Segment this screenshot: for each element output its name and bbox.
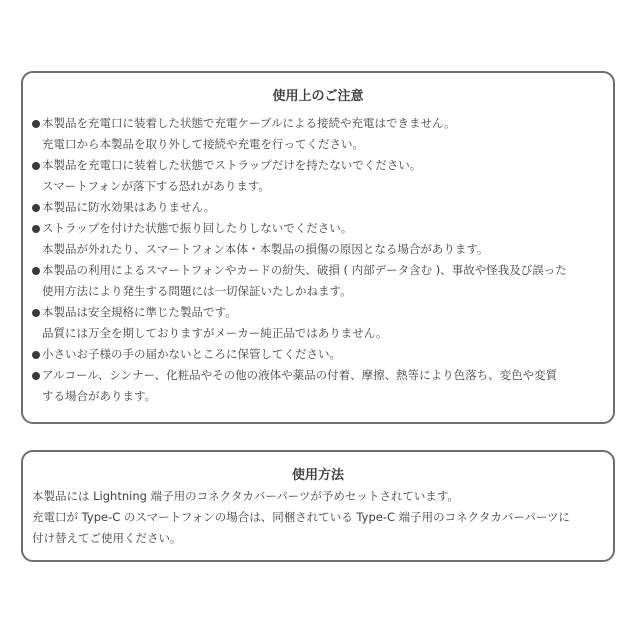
usage-line-2: 充電口が Type-C のスマートフォンの場合は、同梱されている Type-C 端子用のコネクタカバーパーツに (32, 510, 570, 524)
caution-item-8 (32, 368, 557, 382)
caution-item-text: 本製品に防水効果はありません。 (42, 200, 216, 214)
caution-item-text: 本製品の利用によるスマートフォンやカードの紛失、破損 ( 内部データ含む )、事故や怪我及び誤った (42, 263, 567, 277)
caution-item-8-cont: する場合があります。 (42, 389, 157, 403)
usage-panel (21, 450, 615, 562)
bullet-icon (32, 267, 40, 275)
bullet-icon (32, 351, 40, 359)
bullet-icon (32, 120, 40, 128)
bullet-icon (32, 372, 40, 380)
caution-item-text: 小さいお子様の手の届かないところに保管してください。 (42, 347, 341, 361)
caution-item-7 (32, 347, 341, 361)
caution-title: 使用上のご注意 (272, 89, 364, 104)
caution-item-6 (32, 305, 237, 319)
caution-item-1 (32, 116, 456, 130)
caution-item-2-cont: スマートフォンが落下する恐れがあります。 (42, 179, 270, 193)
caution-item-text: 本製品を充電口に装着した状態でストラップだけを持たないでください。 (42, 158, 422, 172)
caution-item-text: アルコール、シンナー、化粧品やその他の液体や薬品の付着、摩擦、熱等により色落ち、変色や変質 (42, 368, 558, 382)
caution-item-5 (32, 263, 567, 277)
bullet-icon (32, 162, 40, 170)
caution-panel (21, 71, 615, 424)
caution-item-text: 本製品は安全規格に準じた製品です。 (42, 305, 237, 319)
bullet-icon (32, 204, 40, 212)
caution-item-3 (32, 200, 215, 214)
caution-item-1-cont: 充電口から本製品を取り外して接続や充電を行ってください。 (42, 137, 364, 151)
caution-item-4-cont: 本製品が外れたり、スマートフォン本体・本製品の損傷の原因となる場合があります。 (42, 242, 489, 256)
caution-item-text: ストラップを付けた状態で振り回したりしないでください。 (42, 221, 353, 235)
bullet-icon (32, 225, 40, 233)
caution-item-5-cont: 使用方法により発生する問題には一切保証いたしかねます。 (42, 284, 352, 298)
usage-title: 使用方法 (291, 468, 344, 483)
usage-line-3: 付け替えてご使用ください。 (32, 531, 182, 545)
caution-item-text: 本製品を充電口に装着した状態で充電ケーブルによる接続や充電はできません。 (42, 116, 456, 130)
caution-item-6-cont: 品質には万全を期しておりますがメーカー純正品ではありません。 (42, 326, 388, 340)
caution-item-2 (32, 158, 421, 172)
bullet-icon (32, 309, 40, 317)
caution-item-4 (32, 221, 352, 235)
usage-line-1: 本製品には Lightning 端子用のコネクタカバーパーツが予めセットされています。 (32, 489, 459, 503)
